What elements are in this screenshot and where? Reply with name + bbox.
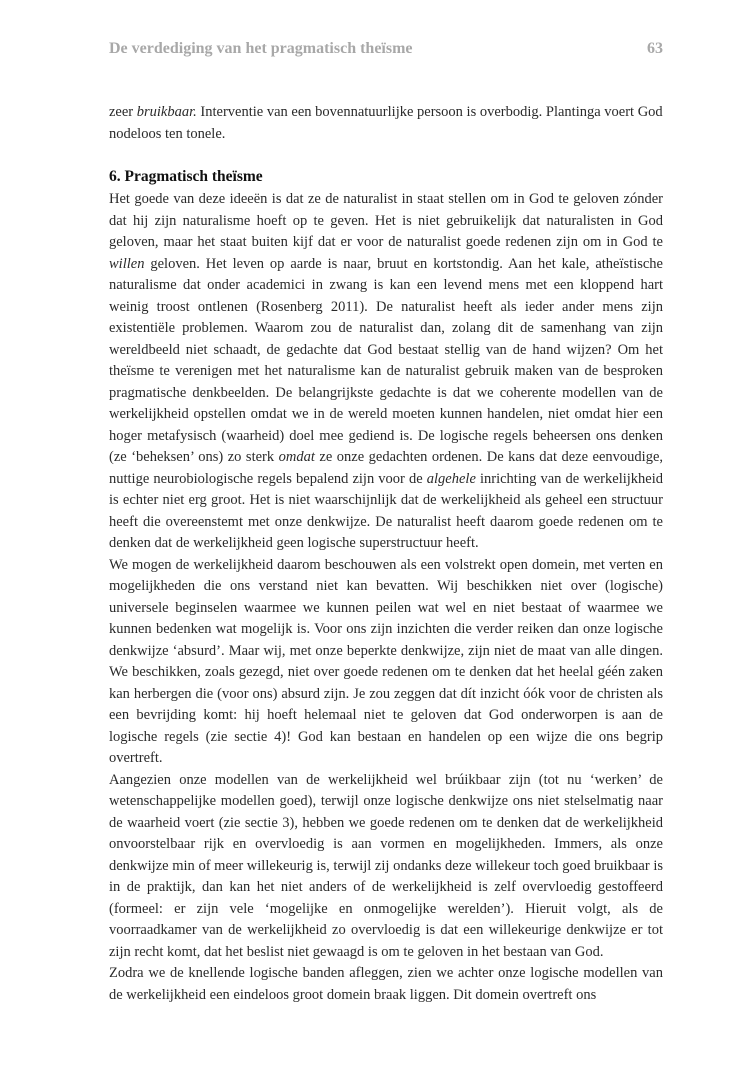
paragraph-3: Aangezien onze modellen van de werkelijkheid wel brúikbaar zijn (tot nu ‘werken’ de wetenschappelijke modellen goed), terwijl onze logische denkwijze ons niet stelselmatig naar de waarheid voert (zie sectie 3), hebben we goede redenen om te denken dat de werkelijkheid onvoorstelbaar rijk en overvloedig is aan vormen en mogelijkheden. Immers, als onze denkwijze min of meer willekeurig is, terwijl zij ondanks deze willekeur toch goed bruikbaar is in de praktijk, dan kan het niet anders of de werkelijkheid is zelf overvloedig gestoffeerd (formeel: er zijn vele ‘mogelijke en onmogelijke werelden’). Hieruit volgt, als de voorraadkamer van de werkelijkheid zo overvloedig is dat een willekeurige denkwijze er tot zijn recht komt, dat het beslist niet gewaagd is om te geloven in het bestaan van God. [109, 771, 663, 960]
emphasis: bruikbaar. [136, 104, 197, 120]
paragraph-1 [109, 189, 663, 555]
section-heading: 6. Pragmatisch theïsme [109, 168, 263, 185]
text-run: Interventie van een bovennatuurlijke persoon is overbodig. Plantinga voert God nodeloos ten tonele. [109, 104, 663, 142]
text-run: zeer [109, 104, 137, 120]
running-title: De verdediging van het pragmatisch theïsme [109, 40, 413, 57]
emphasis: omdat [278, 449, 315, 465]
running-header [109, 40, 663, 58]
paragraph-2: We mogen de werkelijkheid daarom beschouwen als een volstrekt open domein, met verten en mogelijkheden die ons verstand niet kan bevatten. Wij beschikken niet over (logische) universele beginselen waarmee we kunnen peilen wat wel en niet bestaat of waarmee we kunnen bedenken wat mogelijk is. Voor ons zijn inzichten die verder reiken dan onze logische denkwijze ‘absurd’. Maar wij, met onze beperkte denkwijze, zijn niet de maat van alle dingen. We beschikken, zoals gezegd, niet over goede redenen om te denken dat het heelal géén zaken kan herbergen die (voor ons) absurd zijn. Je zou zeggen dat dít inzicht óók voor de christen als een bevrijding komt: hij hoeft helemaal niet te geloven dat God onderworpen is aan de logische regels (zie sectie 4)! God kan bestaan en handelen op een wijze die ons begrip overtreft. [109, 556, 663, 766]
text-run: Het goede van deze ideeën is dat ze de naturalist in staat stellen om in God te geloven zónder dat hij zijn naturalisme hoeft op te geven. Het is niet gebruikelijk dat naturalisten in God geloven, maar het staat buiten kijf dat er voor de naturalist goede redenen zijn om in God te [109, 191, 663, 250]
page-number: 63 [647, 40, 663, 57]
emphasis: algehele [426, 470, 476, 487]
emphasis: willen [109, 255, 145, 272]
intro-paragraph [109, 102, 663, 145]
paragraph-4: Zodra we de knellende logische banden afleggen, zien we achter onze logische modellen van de werkelijkheid een eindeloos groot domein braak liggen. Dit domein overtreft ons [109, 965, 663, 1003]
text-run: ze onze gedachten ordenen. De kans dat deze eenvoudige, nuttige neurobiologische regels bepalend zijn voor de [109, 449, 664, 487]
text-run: inrichting van de werkelijkheid is echter niet erg groot. Het is niet waarschijnlijk dat de werkelijkheid als geheel een structuur heeft die overeenstemt met onze denkwijze. De naturalist heeft daarom goede redenen om te denken dat de werkelijkheid geen logische superstructuur heeft. [109, 470, 663, 551]
main-text [109, 102, 663, 1006]
text-run: geloven. Het leven op aarde is naar, bruut en kortstondig. Aan het kale, atheïstische naturalisme dat onder academici in zwang is kan een levend mens met een kloppend hart weinig troost ontlenen (Rosenberg 2011). De naturalist heeft als ieder ander mens zijn existentiële problemen. Waarom zou de naturalist dan, zolang dit de samenhang van zijn wereldbeeld niet schaadt, de gedachte dat God bestaat stellig van de hand wijzen? Om het theïsme te verenigen met het naturalisme kan de naturalist gebruik maken van de besproken pragmatische denkbeelden. De belangrijkste gedachte is dat we coherente modellen van de werkelijkheid opstellen omdat we in de wereld moeten kunnen handelen, niet omdat hier een hoger metafysisch (waarheid) doel mee gediend is. De logische regels beheersen ons denken (ze ‘beheksen’ ons) zo sterk [109, 255, 663, 465]
